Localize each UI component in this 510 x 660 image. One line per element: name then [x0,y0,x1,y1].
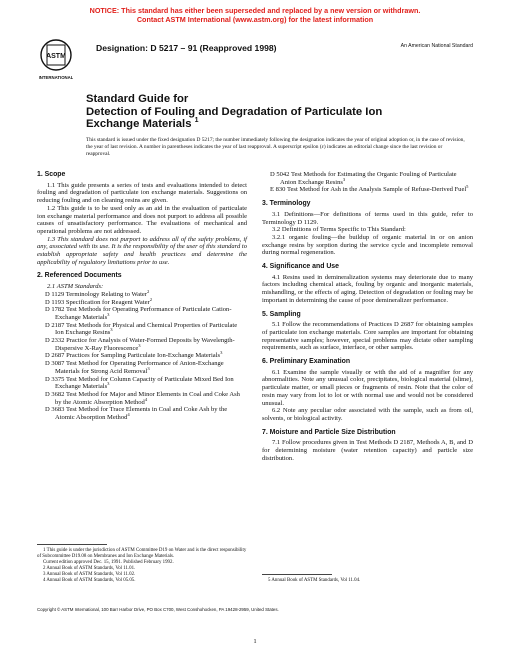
footnote: 1 This guide is under the jurisdiction of ASTM Committee D19 on Water and is the direct responsibility of Subcommittee D19.08 on Membranes and Ion Exchange Materials. [37,548,247,560]
footnote: Current edition approved Dec. 15, 1991. Published February 1992. [43,560,174,566]
reference-footnote-mark: 3 [342,176,346,182]
right-column [262,171,473,463]
title-line-3-text: Exchange Materials [86,118,192,130]
footnote-rule-right [262,574,332,575]
para-2-1 [37,283,247,291]
document-title [86,93,466,131]
referenced-documents-list [37,288,247,422]
footnote: 2 Annual Book of ASTM Standards, Vol 11.01. [43,566,136,572]
reference-text: D 3375 Test Method for Column Capacity of Particulate Mixed Bed Ion Exchange Materials [45,375,234,391]
reference-item [45,391,247,406]
reference-text: D 2332 Practice for Analysis of Water-Formed Deposits by Wavelength-Dispersive X-Ray Fluorescence [45,337,235,352]
american-national-standard-label: An American National Standard [400,43,473,49]
page-number: 1 [253,638,257,645]
title-footnote-mark: 1 [194,117,199,125]
referenced-documents-list-continued [262,171,473,194]
reference-footnote-mark: 2 [147,288,150,294]
para-1-3 [37,236,247,267]
reference-text: D 3683 Test Method for Trace Elements in Coal and Coke Ash by the Atomic Absorption Method [45,406,228,422]
section-7-heading: 7. Moisture and Particle Size Distribution [262,428,396,436]
section-4-heading: 4. Significance and Use [262,263,339,271]
reference-text: D 5042 Test Methods for Estimating the Organic Fouling of Particulate Anion Exchange Resins [270,171,457,186]
para-3-2-1: 3.2.1 organic fouling—the buildup of organic material in or on anion exchange resins by sorption during the service cycle and incomplete removal during normal regeneration. [262,233,473,257]
section-1-heading: 1. Scope [37,171,66,178]
reference-item [45,322,247,337]
notice-line-2: Contact ASTM International (www.astm.org) for the latest information [136,15,374,24]
reference-text: D 3087 Test Method for Operating Performance of Anion-Exchange Materials for Strong Acid Removal [45,360,224,375]
notice-line-1: NOTICE: This standard has either been superseded and replaced by a new version or withdrawn. [89,6,421,15]
reference-footnote-mark: 3 [220,350,223,356]
para-2-1-text: 2.1 ASTM Standards: [47,283,104,291]
reference-footnote-mark: 2 [149,296,153,302]
footnote: 3 Annual Book of ASTM Standards, Vol 11.02. [43,572,136,578]
reference-item [45,376,247,391]
reference-item [270,186,473,194]
para-6-2: 6.2 Note any peculiar odor associated with the sample, such as from oil, solvents, or biological activity. [262,407,473,422]
reference-text: D 1782 Test Methods for Operating Performance of Particulate Cation-Exchange Materials [45,306,232,321]
reference-item [45,360,247,375]
para-7-1: 7.1 Follow procedures given in Test Methods D 2187, Methods A, B, and D for determining moisture (water retention capacity) and particle size distribution. [262,439,473,462]
reference-text: D 1193 Specification for Reagent Water [45,298,150,306]
reference-footnote-mark: 3 [110,327,113,333]
para-1-3-text: 1.3 This standard does not purport to address all of the safety problems, if any, associated with its use. It is the responsibility of the user of this standard to establish appropriate safety and health practices and determine the applicability of regulatory limitations prior to use. [37,235,247,266]
reference-text: D 3682 Test Method for Major and Minor Elements in Coal and Coke Ash by the Atomic Absorption Method [45,390,240,406]
footnote-rule-left [37,544,107,545]
reference-item [270,171,473,186]
reference-item [45,296,247,307]
para-1-2: 1.2 This guide is to be used only as an aid in the evaluation of particulate ion exchange material performance and does not purport to address all possible causes of unsatisfactory performance. The evaluations of mechanical and operational problems are not addressed. [37,204,247,235]
title-line-1: Standard Guide for [86,93,189,105]
reference-footnote-mark: 5 [466,184,469,190]
footnote: 5 Annual Book of ASTM Standards, Vol 11.04. [268,578,361,583]
logo-wordmark: INTERNATIONAL [39,75,73,80]
para-6-1: 6.1 Examine the sample visually or with the aid of a magnifier for any abnormalities. Note any unusual color, precipitates, biological material (slime), particulate matter, or small pieces or fragments of resin. Note that the color of resin may vary from lot to lot or with normal use and would not be considered unusual. [262,368,473,407]
reference-text: D 2687 Practices for Sampling Particulate Ion-Exchange Materials [45,352,221,360]
para-5-1: 5.1 Follow the recommendations of Practices D 2687 for obtaining samples of particulate ion exchange materials. Core samples are important for obtaining representative samples; however, special problems may dictate other sampling requirements, such as surface, interface, or other samples. [262,321,473,352]
withdrawn-notice [0,6,510,24]
issue-note: This standard is issued under the fixed designation D 5217; the number immediately following the designation indicates the year of original adoption or, in the case of revision, the year of last revision. A number in parentheses indicates the year of last reapproval. A superscript epsilon (ε) indicates an editorial change since the last revision or reapproval. [86,137,465,157]
reference-item [45,306,247,321]
reference-item [45,352,247,360]
reference-footnote-mark: 3 [107,311,110,317]
title-line-3 [86,118,466,131]
para-4-1: 4.1 Resins used in demineralization systems may deteriorate due to many factors including chemical attack, fouling by organic and inorganic materials, mishandling, or the effects of aging. Detection of degradation or fouling may be important in determining the cause of poor demineralizer performance. [262,273,473,304]
reference-text: D 2187 Test Methods for Physical and Chemical Properties of Particulate Ion Exchange Resins [45,321,238,337]
title-line-2: Detection of Fouling and Degradation of Particulate Ion [86,105,383,118]
astm-logo-icon [39,38,73,82]
section-3-heading: 3. Terminology [262,200,311,208]
footnotes-right [262,578,473,584]
svg-text:ASTM: ASTM [46,53,66,60]
reference-footnote-mark: 3 [107,381,110,387]
reference-item [45,406,247,421]
section-6-heading: 6. Preliminary Examination [262,358,351,366]
reference-footnote-mark: 4 [144,396,148,402]
reference-text: E 830 Test Method for Ash in the Analysis Sample of Refuse-Derived Fuel [270,186,467,194]
para-3-1: 3.1 Definitions—For definitions of terms used in this guide, refer to Terminology D 1129. [262,210,473,226]
left-column [37,171,247,422]
reference-footnote-mark: 4 [127,411,130,417]
reference-footnote-mark: 3 [147,365,150,371]
para-3-2: 3.2 Definitions of Terms Specific to This Standard: [272,226,406,234]
designation: Designation: D 5217 – 91 (Reapproved 1998) [96,43,277,53]
reference-text: D 1129 Terminology Relating to Water [45,290,147,298]
reference-item [45,337,247,352]
footnotes-left [37,548,248,585]
copyright-line: Copyright © ASTM International, 100 Barr Harbor Drive, PO Box C700, West Conshohocken, PA 19428-2959, United States. [37,607,279,612]
footnote: 4 Annual Book of ASTM Standards, Vol 05.05. [43,578,136,584]
section-2-heading: 2. Referenced Documents [37,272,122,280]
section-5-heading: 5. Sampling [262,310,301,318]
reference-footnote-mark: 3 [138,342,141,348]
para-1-1: 1.1 This guide presents a series of tests and evaluations intended to detect fouling and degradation of particulate ion exchange materials. Suggestions on reducing fouling and on cleaning resins are given. [37,181,247,205]
